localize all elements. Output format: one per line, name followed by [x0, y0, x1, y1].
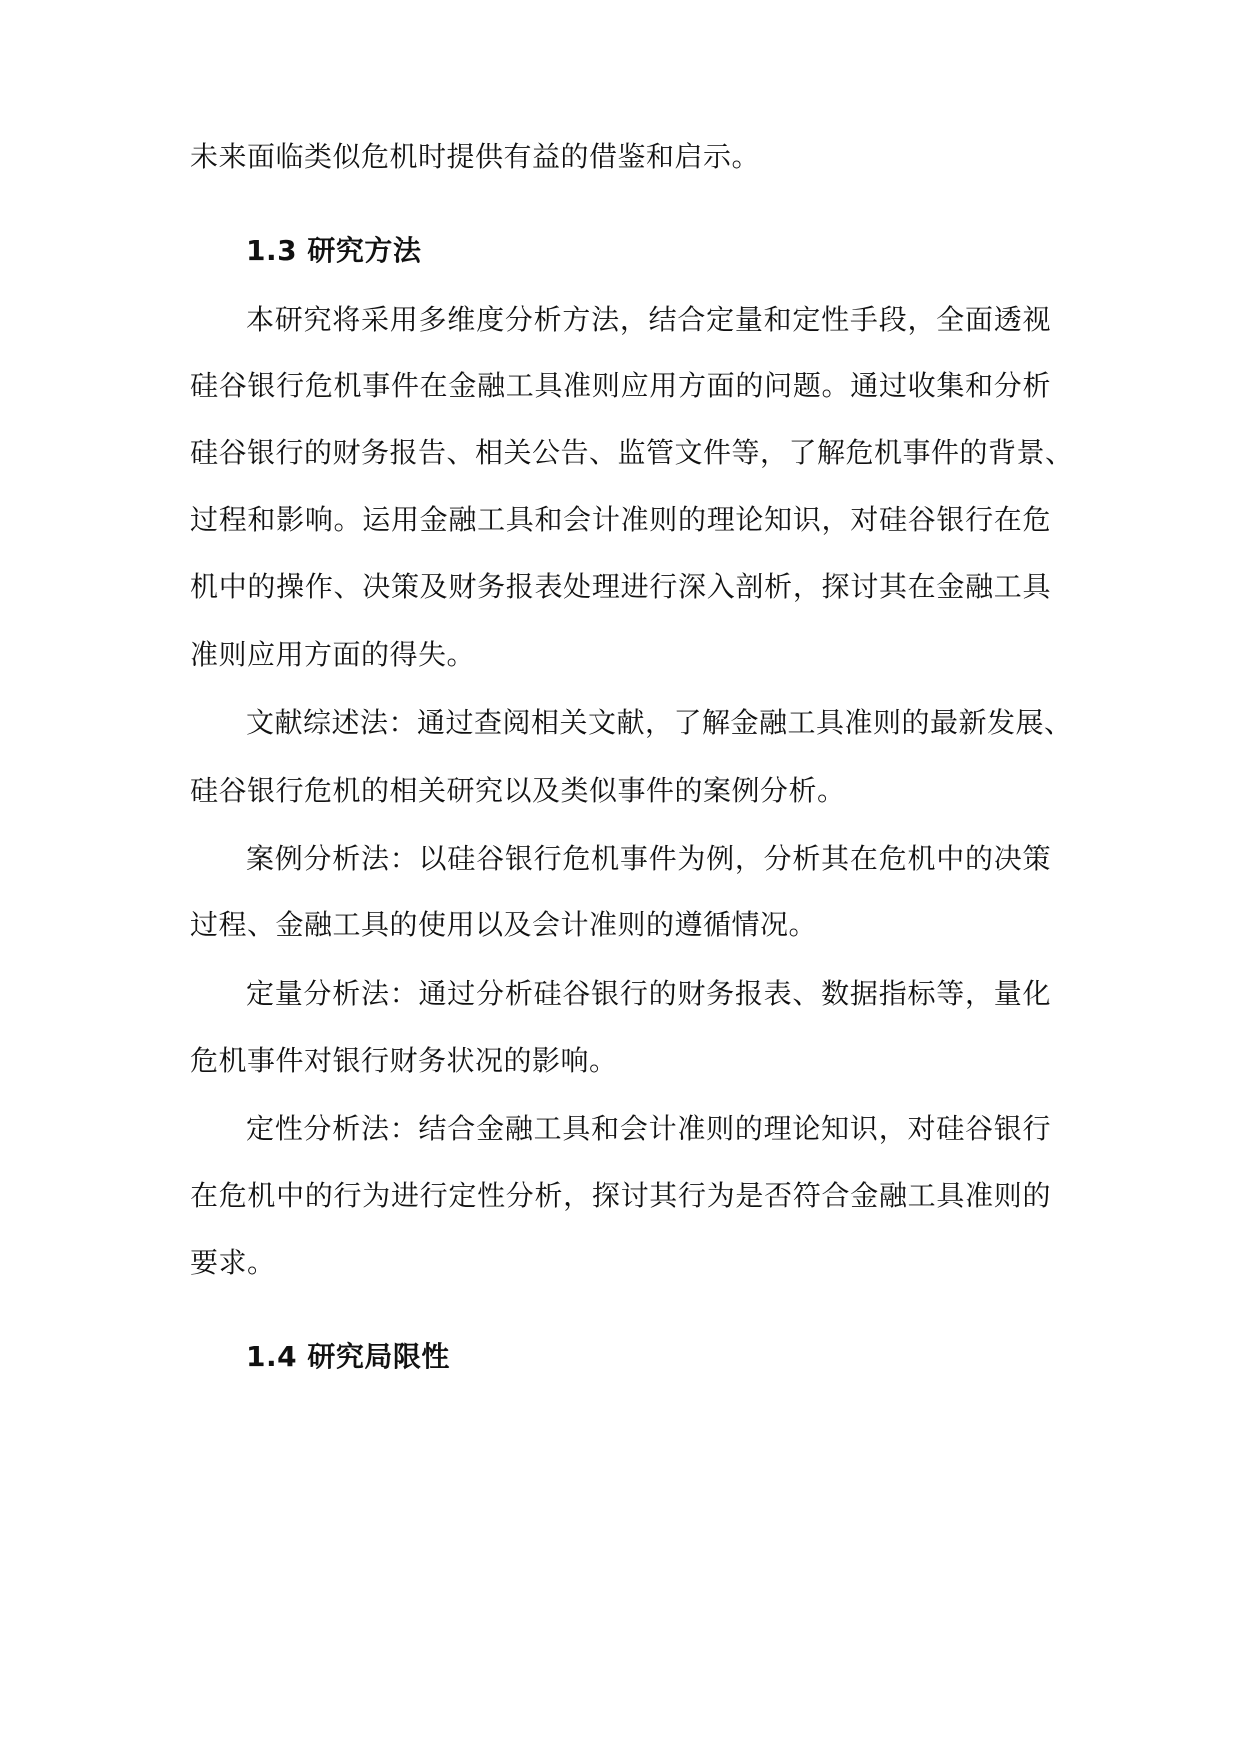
paragraph-line: 硅谷银行的财务报告、相关公告、监管文件等，了解危机事件的背景、	[190, 436, 1074, 469]
paragraph-line-quantitative-analysis: 定量分析法：通过分析硅谷银行的财务报表、数据指标等，量化	[246, 977, 1051, 1010]
paragraph-line: 本研究将采用多维度分析方法，结合定量和定性手段，全面透视	[246, 303, 1051, 336]
paragraph-line: 机中的操作、决策及财务报表处理进行深入剖析，探讨其在金融工具	[190, 570, 1051, 603]
paragraph-line: 过程和影响。运用金融工具和会计准则的理论知识，对硅谷银行在危	[190, 503, 1051, 536]
section-heading-1-3: 1.3 研究方法	[246, 234, 422, 267]
paragraph-line: 要求。	[190, 1246, 276, 1279]
section-heading-1-4: 1.4 研究局限性	[246, 1340, 450, 1373]
paragraph-line: 危机事件对银行财务状况的影响。	[190, 1044, 618, 1077]
paragraph-line-case-analysis: 案例分析法：以硅谷银行危机事件为例，分析其在危机中的决策	[246, 842, 1051, 875]
paragraph-continuation-line: 未来面临类似危机时提供有益的借鉴和启示。	[190, 140, 761, 173]
paragraph-line-qualitative-analysis: 定性分析法：结合金融工具和会计准则的理论知识，对硅谷银行	[246, 1112, 1051, 1145]
paragraph-line: 硅谷银行危机事件在金融工具准则应用方面的问题。通过收集和分析	[190, 369, 1051, 402]
paragraph-line: 硅谷银行危机的相关研究以及类似事件的案例分析。	[190, 774, 846, 807]
paragraph-line: 在危机中的行为进行定性分析，探讨其行为是否符合金融工具准则的	[190, 1179, 1051, 1212]
paragraph-line: 准则应用方面的得失。	[190, 638, 476, 671]
paragraph-line-literature-review: 文献综述法：通过查阅相关文献，了解金融工具准则的最新发展、	[246, 706, 1073, 739]
paragraph-line: 过程、金融工具的使用以及会计准则的遵循情况。	[190, 908, 818, 941]
